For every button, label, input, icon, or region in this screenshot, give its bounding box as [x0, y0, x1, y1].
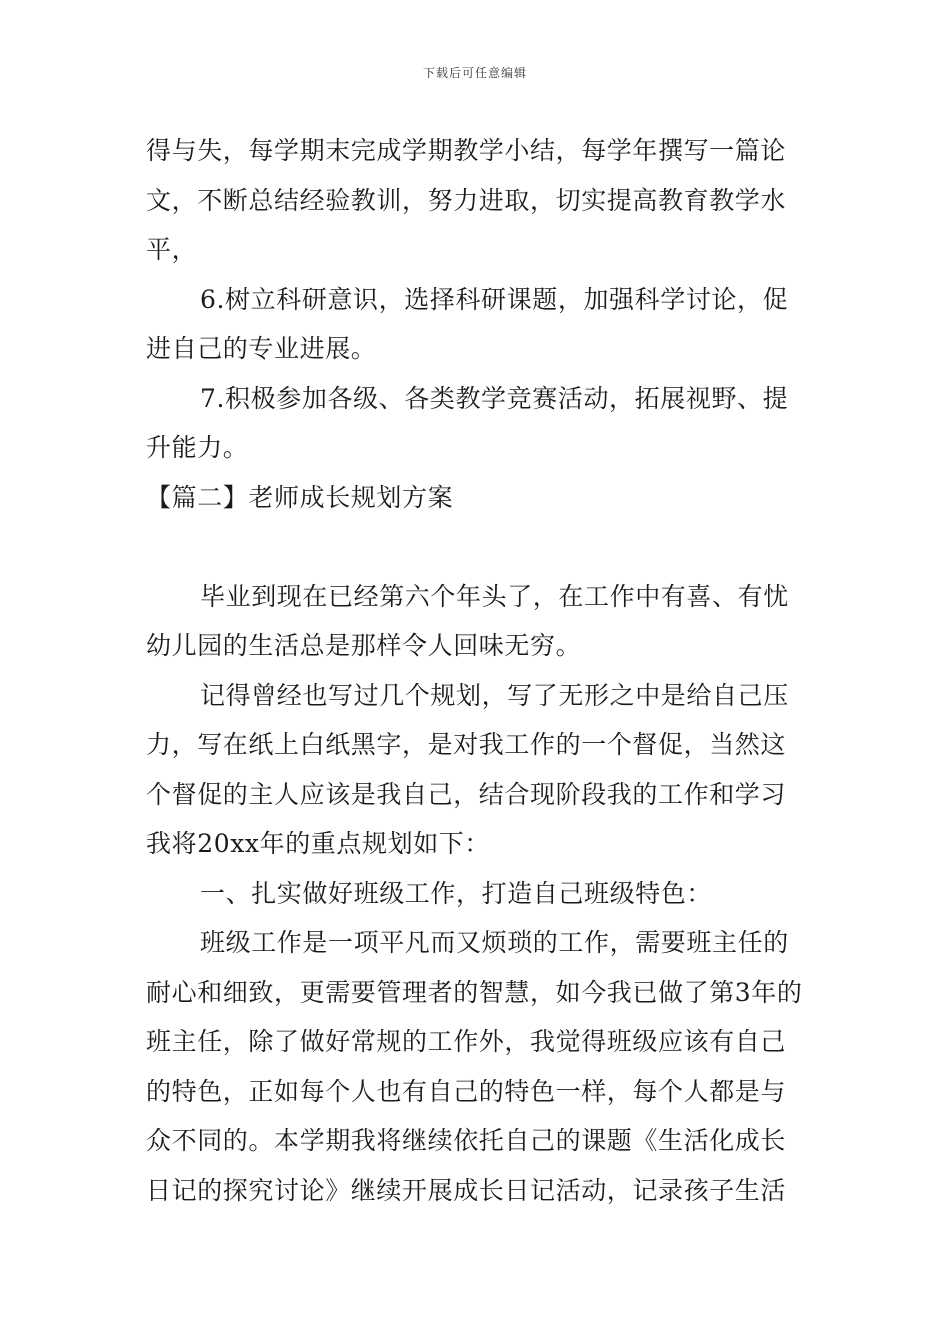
list-item-7: 7.积极参加各级、各类教学竞赛活动，拓展视野、提	[200, 383, 789, 413]
paragraph-line: 班主任，除了做好常规的工作外，我觉得班级应该有自己	[146, 1027, 787, 1056]
paragraph-line: 的特色，正如每个人也有自己的特色一样，每个人都是与	[146, 1076, 787, 1106]
paragraph-line: 我将20xx年的重点规划如下：	[146, 829, 491, 858]
paragraph-line: 进自己的专业进展。	[146, 334, 377, 363]
paragraph-line: 众不同的。本学期我将继续依托自己的课题《生活化成长	[146, 1126, 787, 1155]
paragraph-line: 文，不断总结经验教训，努力进取，切实提高教育教学水	[146, 185, 787, 215]
paragraph-line: 力，写在纸上白纸黑字，是对我工作的一个督促，当然这	[146, 730, 787, 759]
paragraph-line: 班级工作是一项平凡而又烦琐的工作，需要班主任的	[200, 928, 789, 957]
paragraph-line: 日记的探究讨论》继续开展成长日记活动，记录孩子生活	[146, 1175, 787, 1205]
paragraph-line: 记得曾经也写过几个规划，写了无形之中是给自己压	[200, 680, 789, 710]
list-item-6: 6.树立科研意识，选择科研课题，加强科学讨论，促	[200, 284, 789, 314]
paragraph-line: 毕业到现在已经第六个年头了，在工作中有喜、有忧	[200, 581, 789, 611]
paragraph-line: 幼儿园的生活总是那样令人回味无穷。	[146, 631, 582, 660]
section-title: 【篇二】老师成长规划方案	[146, 482, 454, 512]
document-body	[146, 126, 806, 1215]
page-header: 下载后可任意编辑	[422, 66, 527, 80]
paragraph-line: 耐心和细致，更需要管理者的智慧，如今我已做了第3年的	[146, 977, 803, 1007]
subheading: 一、扎实做好班级工作，打造自己班级特色：	[200, 878, 713, 908]
blank-line	[146, 522, 806, 572]
paragraph-line: 平，	[146, 235, 198, 264]
paragraph-line: 个督促的主人应该是我自己，结合现阶段我的工作和学习	[146, 779, 787, 809]
paragraph-line: 升能力。	[146, 433, 249, 462]
paragraph-line: 得与失，每学期末完成学期教学小结，每学年撰写一篇论	[146, 136, 787, 165]
